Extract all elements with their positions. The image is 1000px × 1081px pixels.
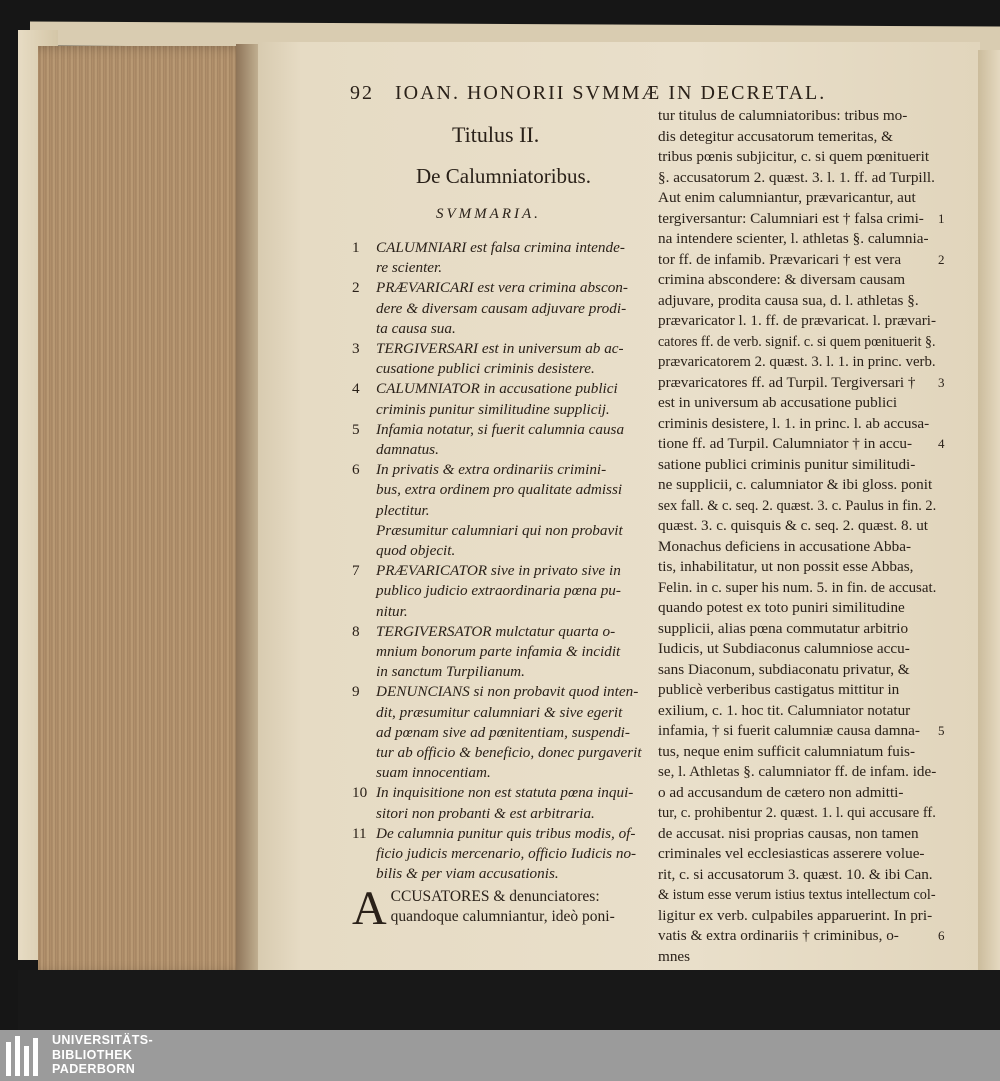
summary-item-line: CALUMNIATOR in accusatione publici bbox=[376, 380, 618, 398]
summary-item-line: In inquisitione non est statuta pœna inqui- bbox=[376, 784, 634, 802]
summary-item-line: mnium bonorum parte infamia & incidit bbox=[376, 643, 621, 661]
page-right-edge bbox=[978, 50, 1000, 970]
summary-item-number: 3 bbox=[352, 340, 360, 358]
text-line: supplicii, alias pœna commutatur arbitrio bbox=[658, 619, 909, 637]
summary-item-line: suam innocentiam. bbox=[376, 764, 491, 782]
summary-item-line: Infamia notatur, si fuerit calumnia causa bbox=[376, 420, 625, 438]
text-line: prævaricatores ff. ad Turpil. Tergiversari † bbox=[658, 373, 916, 391]
margin-number: 1 bbox=[938, 210, 945, 226]
summary-item-line: quod objecit. bbox=[376, 542, 456, 560]
text-line: se, l. Athletas §. calumniator ff. de infam. ide- bbox=[658, 763, 937, 780]
text-line: mnes bbox=[658, 947, 691, 965]
summary-item-line: publico judicio extraordinaria pœna pu- bbox=[376, 582, 621, 600]
drop-cap: A bbox=[352, 881, 387, 935]
summary-item-line: sitori non probanti & est arbitraria. bbox=[376, 804, 595, 822]
summary-item-line: ficio judicis mercenario, officio Iudicis no- bbox=[376, 845, 637, 863]
text-line: §. accusatorum 2. quæst. 3. l. 1. ff. ad Turpill. bbox=[658, 168, 935, 186]
text-line: tur, c. prohibentur 2. quæst. 1. l. qui accusare ff. bbox=[658, 804, 936, 821]
text-line: de accusat. nisi proprias causas, non tamen bbox=[658, 824, 919, 842]
running-header bbox=[350, 82, 870, 105]
summary-item-line: bilis & per viam accusationis. bbox=[376, 865, 559, 883]
summaria-list bbox=[352, 238, 652, 935]
text-line: infamia, † si fuerit calumniæ causa damna- bbox=[658, 722, 920, 739]
summary-item-line: nitur. bbox=[376, 602, 408, 620]
summary-item bbox=[352, 278, 652, 339]
summary-item-line: PRÆVARICATOR sive in privato sive in bbox=[376, 562, 621, 580]
summary-item-line: in sanctum Turpilianum. bbox=[376, 663, 525, 681]
text-line: sex fall. & c. seq. 2. quæst. 3. c. Paulus in fin. 2. bbox=[658, 496, 937, 514]
text-line: tergiversantur: Calumniari est † falsa crimi- bbox=[658, 209, 924, 227]
text-line: na intendere scienter, l. athletas §. calumnia- bbox=[658, 230, 929, 247]
text-line: tis, inhabilitatur, ut non possit esse Abbas, bbox=[658, 558, 914, 575]
text-line: prævaricator l. 1. ff. de prævaricat. l. prævari- bbox=[658, 312, 937, 329]
summary-item bbox=[352, 622, 652, 683]
text-line: tione ff. ad Turpil. Calumniator † in accu- bbox=[658, 435, 913, 452]
opening-line: CCUSATORES & denunciatores: bbox=[390, 887, 600, 905]
summary-item-number: 2 bbox=[352, 279, 360, 297]
summary-item-line: dit, præsumitur calumniari & sive egerit bbox=[376, 703, 623, 721]
summary-item bbox=[352, 783, 652, 823]
summary-item-number: 1 bbox=[352, 239, 360, 256]
library-name bbox=[52, 1033, 153, 1077]
text-line: tus, neque enim sufficit calumniatum fuis- bbox=[658, 742, 916, 760]
margin-number: 3 bbox=[938, 374, 945, 390]
summary-item bbox=[352, 420, 652, 460]
opening-line: quandoque calumniantur, ideò poni- bbox=[390, 907, 615, 925]
library-name-line: BIBLIOTHEK bbox=[52, 1047, 133, 1062]
library-banner bbox=[0, 1030, 1000, 1081]
summary-item-line: PRÆVARICARI est vera crimina abscon- bbox=[376, 279, 628, 297]
text-line: prævaricatorem 2. quæst. 3. l. 1. in princ. verb. bbox=[658, 353, 936, 370]
running-head-title: IOAN. HONORII SVMMÆ IN DECRETAL. bbox=[395, 82, 827, 104]
text-line: o ad accusandum de cætero non admitti- bbox=[658, 783, 904, 801]
opening-paragraph bbox=[352, 881, 652, 935]
text-line: Felin. in c. super his num. 5. in fin. de accusat. bbox=[658, 578, 937, 596]
summary-item-number: 4 bbox=[352, 380, 360, 398]
margin-number: 4 bbox=[938, 436, 945, 451]
summary-item-line: re scienter. bbox=[376, 259, 443, 277]
section-title: Titulus II. bbox=[452, 122, 540, 147]
margin-number: 6 bbox=[938, 928, 945, 943]
text-line: rit, c. si accusatorum 3. quæst. 10. & ibi Can. bbox=[658, 865, 933, 883]
text-line: ligitur ex verb. culpabiles apparuerint. In pri- bbox=[658, 906, 933, 924]
text-line: crimina abscondere: & diversam causam bbox=[658, 271, 906, 288]
text-line: est in universum ab accusatione publici bbox=[658, 394, 898, 411]
text-line: quando potest ex toto puniri similitudine bbox=[658, 599, 905, 616]
summary-item-line: plectitur. bbox=[376, 501, 430, 519]
summary-item-line: cusatione publici criminis desistere. bbox=[376, 360, 595, 378]
summary-item-line: ta causa sua. bbox=[376, 319, 456, 337]
text-line: Iudicis, ut Subdiaconus calumniose accu- bbox=[658, 640, 910, 657]
summary-item-number: 9 bbox=[352, 683, 360, 701]
book-fore-edge bbox=[38, 46, 250, 974]
summary-item bbox=[352, 824, 652, 885]
summary-item-line: bus, extra ordinem pro qualitate admissi bbox=[376, 481, 623, 499]
summary-item-line: TERGIVERSARI est in universum ab ac- bbox=[376, 340, 624, 358]
summary-item-line: TERGIVERSATOR mulctatur quarta o- bbox=[376, 622, 616, 640]
summary-item bbox=[352, 238, 652, 278]
margin-number: 2 bbox=[938, 251, 945, 267]
summary-item bbox=[352, 460, 652, 561]
text-line: Aut enim calumniantur, prævaricantur, aut bbox=[658, 189, 916, 206]
text-line: adjuvare, prodita causa sua, d. l. athletas §. bbox=[658, 291, 919, 309]
summary-item bbox=[352, 339, 652, 379]
main-text-column bbox=[658, 106, 936, 967]
summary-item-number: 7 bbox=[352, 562, 360, 580]
summary-item-line: CALUMNIARI est falsa crimina intende- bbox=[376, 239, 625, 256]
library-name-line: UNIVERSITÄTS- bbox=[52, 1033, 154, 1047]
summary-item-line: damnatus. bbox=[376, 441, 439, 459]
text-line: vatis & extra ordinariis † criminibus, o- bbox=[658, 927, 899, 944]
summary-item-line: In privatis & extra ordinariis crimini- bbox=[376, 461, 607, 479]
text-line: tribus pœnis subjicitur, c. si quem pœnituerit bbox=[658, 148, 930, 165]
text-line: satione publici criminis punitur similitudi- bbox=[658, 455, 916, 473]
library-name-line: PADERBORN bbox=[52, 1062, 136, 1076]
summary-item-number: 5 bbox=[352, 420, 360, 438]
margin-number: 5 bbox=[938, 723, 945, 738]
text-line: quæst. 3. c. quisquis & c. seq. 2. quæst. 8. ut bbox=[658, 517, 929, 534]
text-line: exilium, c. 1. hoc tit. Calumniator notatur bbox=[658, 701, 911, 719]
library-logo-icon bbox=[6, 1036, 46, 1076]
text-line: Monachus deficiens in accusatione Abba- bbox=[658, 537, 912, 555]
summary-item-line: tur ab officio & beneficio, donec purgaverit bbox=[376, 744, 642, 762]
summary-item-line: DENUNCIANS si non probavit quod inten- bbox=[376, 683, 639, 701]
text-line: ne supplicii, c. calumniator & ibi gloss. ponit bbox=[658, 476, 933, 493]
text-line: tur titulus de calumniatoribus: tribus mo- bbox=[658, 107, 908, 124]
summary-item bbox=[352, 682, 652, 783]
section-subtitle: De Calumniatoribus. bbox=[416, 164, 591, 188]
text-line: catores ff. de verb. signif. c. si quem pœnituerit §. bbox=[658, 332, 936, 350]
summary-item-line: dere & diversam causam adjuvare prodi- bbox=[376, 299, 627, 317]
text-line: & istum esse verum istius textus intellectum col- bbox=[658, 886, 936, 903]
summaria-heading: SVMMARIA. bbox=[436, 206, 541, 222]
summary-item bbox=[352, 561, 652, 622]
summary-item-line: ad pœnam sive ad pœnitentiam, suspendi- bbox=[376, 723, 630, 741]
summary-item-number: 10 bbox=[352, 784, 368, 802]
summary-item-line: Præsumitur calumniari qui non probavit bbox=[376, 521, 623, 539]
bottom-shadow bbox=[18, 970, 1000, 1030]
summary-item-number: 8 bbox=[352, 622, 360, 640]
text-line: criminales vel ecclesiasticas asserere volue- bbox=[658, 845, 925, 862]
text-line: publicè verberibus castigatus mittitur in bbox=[658, 681, 900, 698]
summary-item-line: criminis punitur similitudine supplicij. bbox=[376, 400, 610, 418]
summary-item-number: 11 bbox=[352, 824, 367, 842]
text-line: tor ff. de infamib. Prævaricari † est vera bbox=[658, 250, 902, 268]
text-line: sans Diaconum, subdiaconatu privatur, & bbox=[658, 660, 910, 678]
page-number: 92 bbox=[350, 82, 374, 104]
summary-item-line: De calumnia punitur quis tribus modis, of- bbox=[376, 824, 636, 842]
text-line: dis detegitur accusatorum temeritas, & bbox=[658, 127, 893, 145]
summary-item-number: 6 bbox=[352, 461, 360, 479]
summary-item bbox=[352, 379, 652, 419]
text-line: criminis desistere, l. 1. in princ. l. ab accusa- bbox=[658, 414, 930, 432]
